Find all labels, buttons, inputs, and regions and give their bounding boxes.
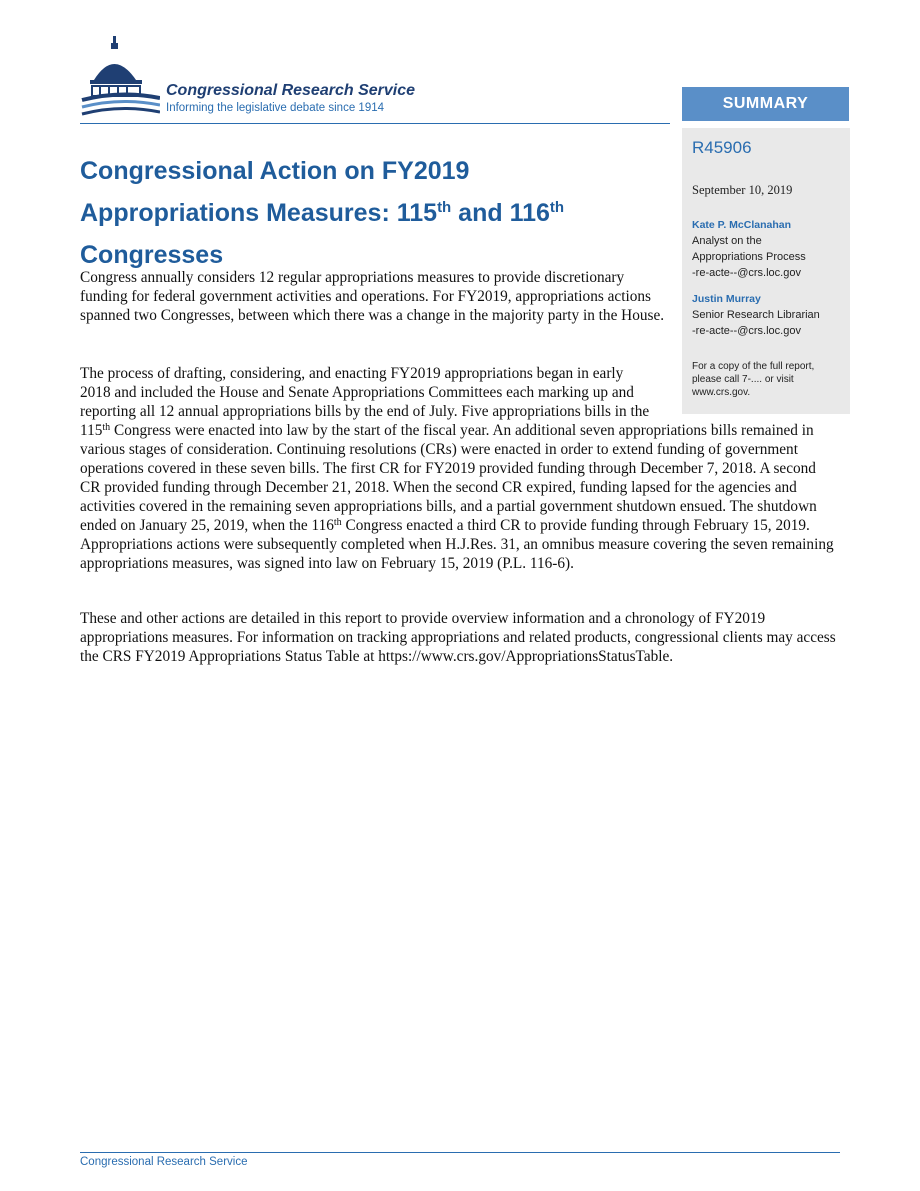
title-text: and 116: [451, 199, 550, 227]
paragraph-text: Congress were enacted into law by the start of the fiscal year. An additional seven appropriations bills remained in various stages of consideration. Continuing resolutions (CRs) were enacted in order to extend funding of government operations covered in these seven bills. The first CR for FY2019 provided funding through December 7, 2018. A second CR provided funding through December 21, 2018. When the second CR expired, funding lapsed for the agencies and activities covered in the remaining seven appropriations bills, and a partial government shutdown ensued. The shutdown ended on January 25, 2019, when the 116: [80, 422, 817, 534]
crs-website-link[interactable]: www.crs.gov.: [692, 387, 751, 398]
header-divider: [80, 123, 670, 124]
capitol-dome-icon: [80, 34, 160, 124]
author-block: [692, 217, 806, 281]
paragraph-text: The process of drafting, considering, and enacting FY2019 appropriations began in early 2018 and included the House and Senate Appropriations Committees each marking up and reporting all 12 annual appropriations bills by the end of July. Five appropriations bills in the 115: [80, 365, 650, 439]
org-name: Congressional Research Service: [166, 82, 416, 99]
paragraph-superscript: th: [102, 422, 111, 433]
title-superscript: th: [549, 199, 565, 216]
crs-logo: [80, 34, 500, 124]
author-name: Kate P. McClanahan: [692, 219, 792, 231]
copy-note-line: please call 7-.... or visit: [692, 374, 794, 385]
sidebar-spacer: [654, 364, 840, 421]
report-date: September 10, 2019: [692, 183, 793, 197]
title-superscript: th: [437, 199, 452, 216]
copy-note-line: For a copy of the full report,: [692, 361, 815, 372]
page-footer: Congressional Research Service: [80, 1156, 248, 1168]
author-title: Analyst on the: [692, 235, 762, 247]
title-text: Congressional Action on FY2019 Appropriations Measures: 115: [80, 157, 470, 227]
report-id: R45906: [692, 138, 752, 157]
author-email[interactable]: -re-acte--@crs.loc.gov: [692, 267, 801, 279]
summary-banner: SUMMARY: [682, 87, 849, 121]
author-email[interactable]: -re-acte--@crs.loc.gov: [692, 325, 801, 337]
title-text: Congresses: [80, 241, 224, 269]
footer-divider: [80, 1152, 840, 1153]
report-title: [80, 150, 640, 276]
paragraph-superscript: th: [333, 517, 342, 528]
org-tagline: Informing the legislative debate since 1914: [166, 102, 385, 114]
author-block: [692, 291, 820, 339]
summary-paragraph: Congress annually considers 12 regular appropriations measures to provide discretionary funding for federal government activities and operations. For FY2019, appropriations actions spanned two Congresses, between which there was a change in the majority party in the House.: [80, 269, 665, 324]
paragraph-text: Congress enacted a third CR to provide funding through February 15, 2019. Appropriations actions were subsequently completed when H.J.Res. 31, an omnibus measure covering the seven remaining appropriations measures, was signed into law on February 15, 2019 (P.L. 116-6).: [80, 517, 834, 572]
author-title: Senior Research Librarian: [692, 309, 820, 321]
author-title: Appropriations Process: [692, 251, 806, 263]
summary-paragraph: [80, 364, 840, 573]
author-name: Justin Murray: [692, 293, 761, 305]
summary-paragraph: These and other actions are detailed in this report to provide overview information and a chronology of FY2019 appropriations measures. For information on tracking appropriations and related products, congressional clients may access the CRS FY2019 Appropriations Status Table at https://www.crs.gov/AppropriationsStatusTable.: [80, 610, 836, 665]
